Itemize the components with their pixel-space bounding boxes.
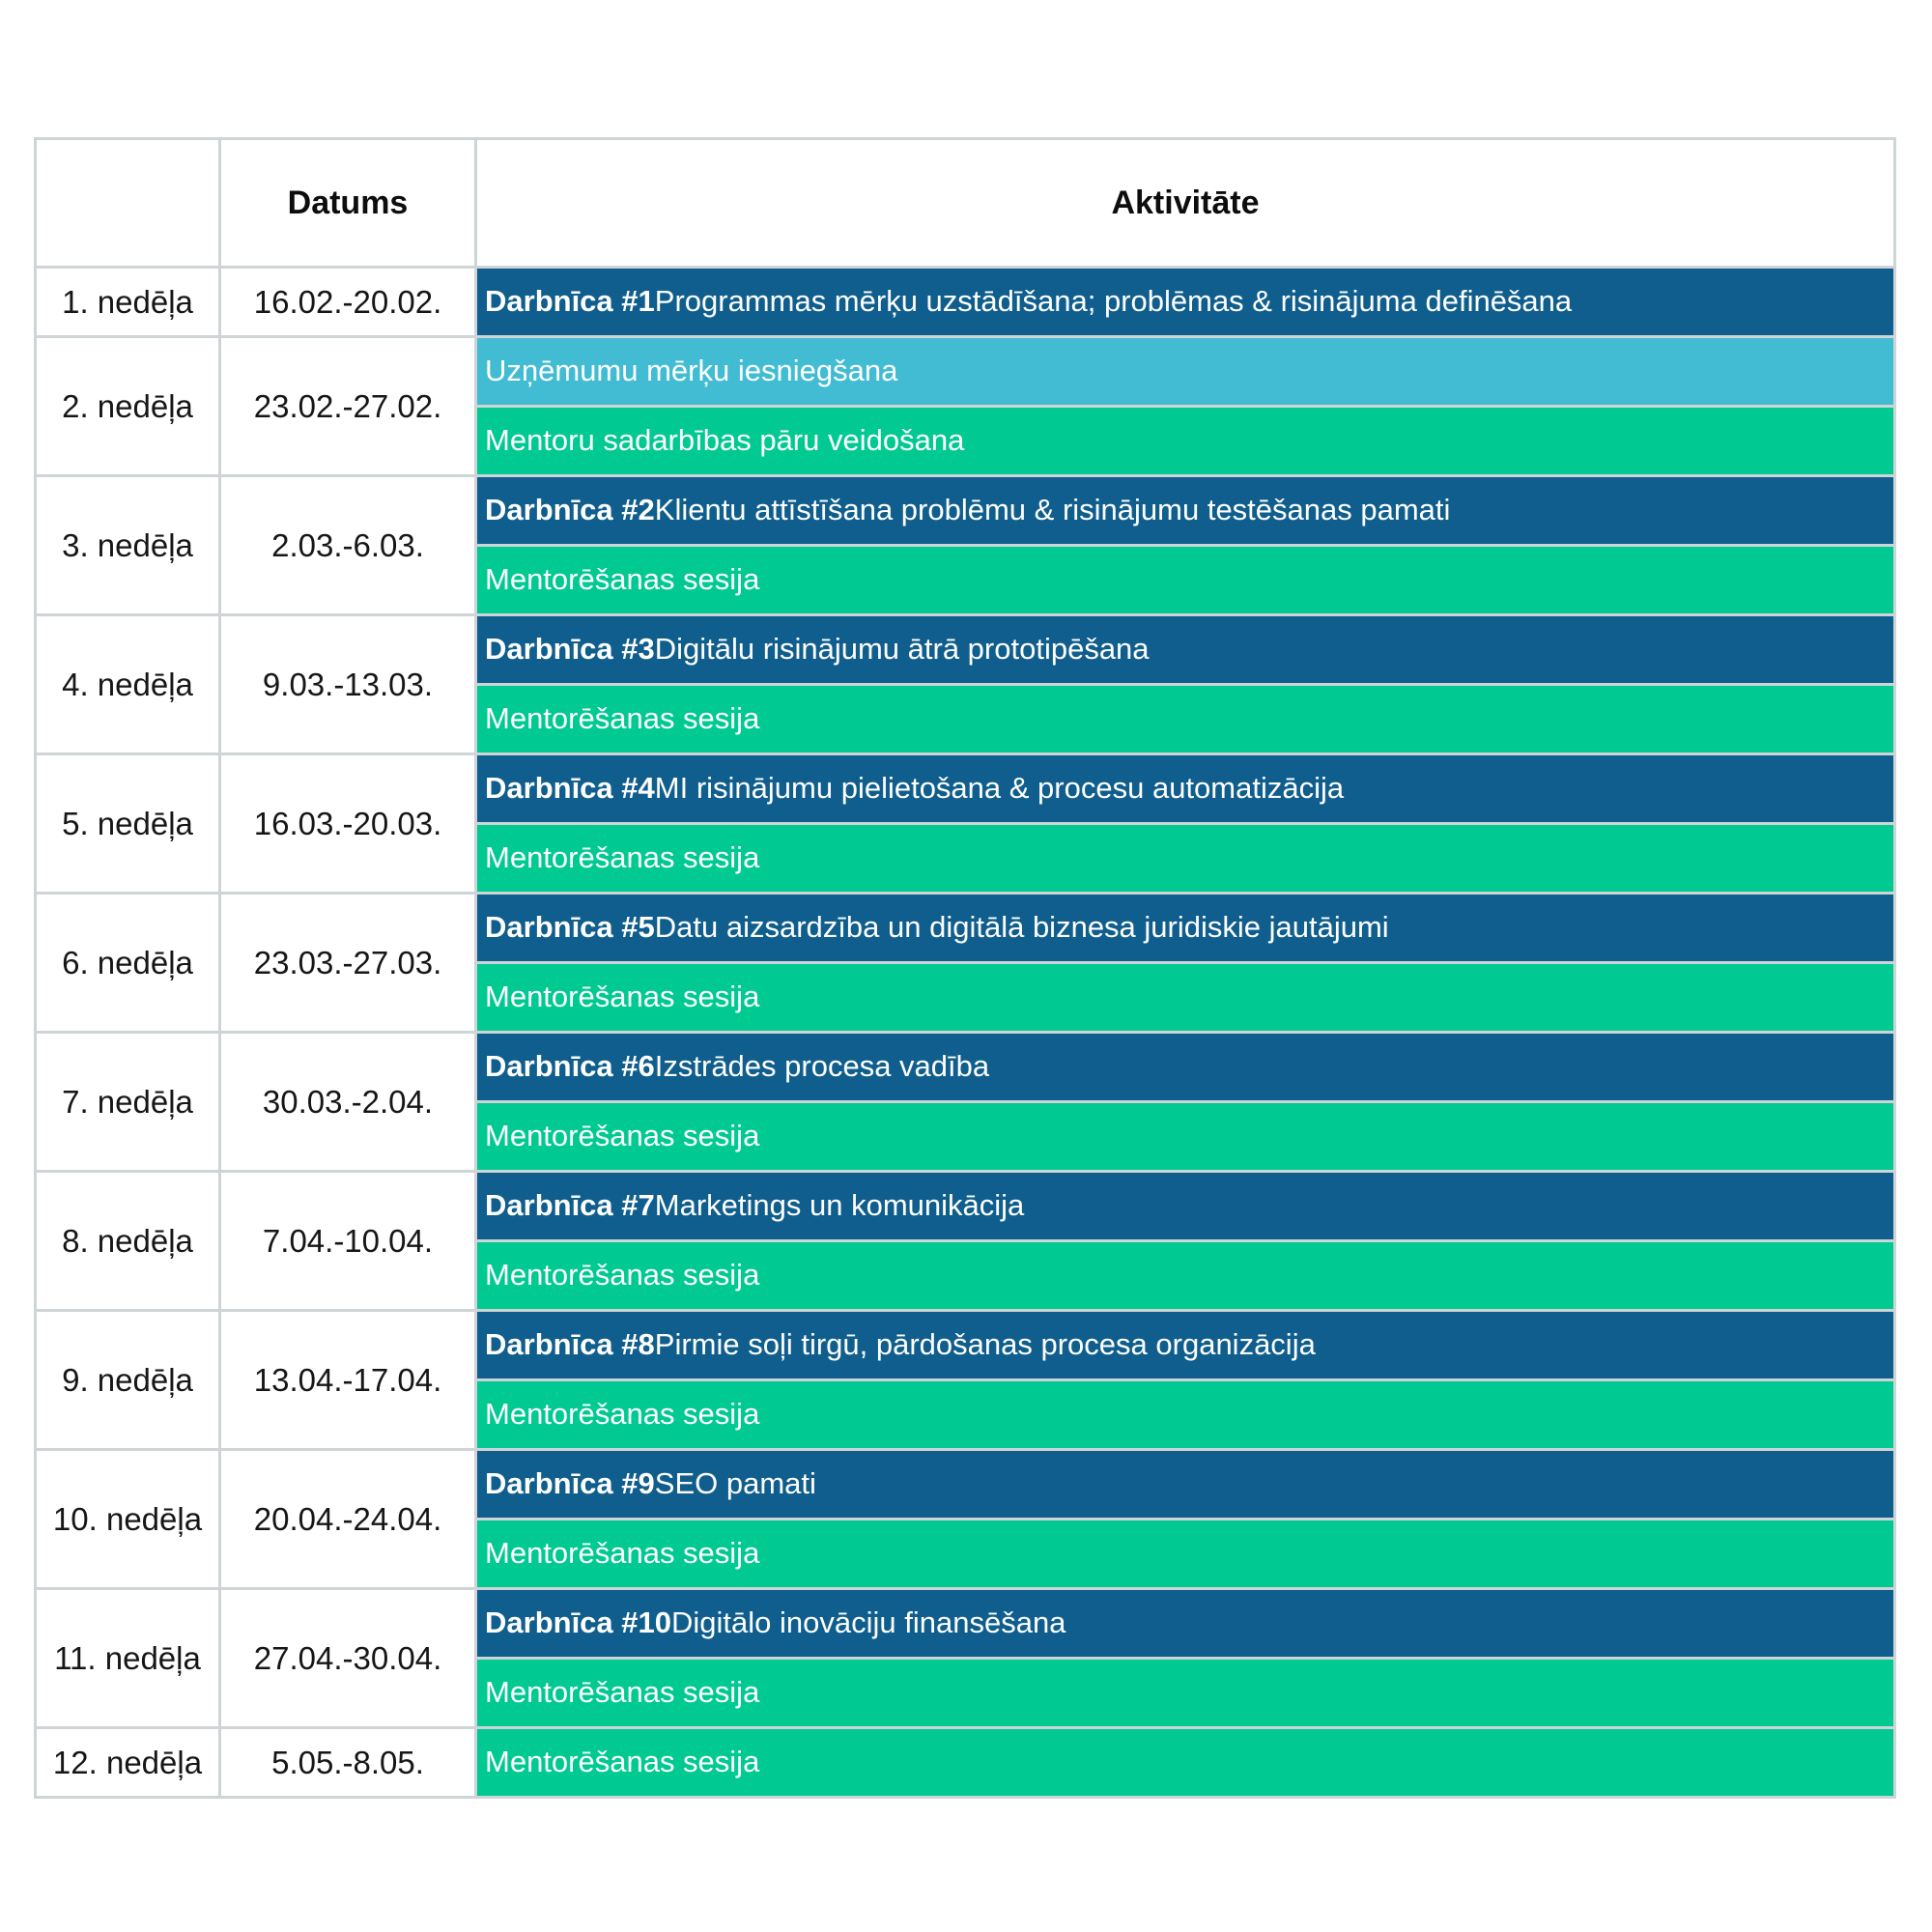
date-cell: 23.03.-27.03. — [221, 895, 474, 1031]
activity-bar-mentoring — [477, 1242, 1893, 1309]
activity-bar-workshop — [477, 895, 1893, 961]
header-row — [37, 140, 1893, 266]
activity-text: Digitālo inovāciju finansēšana — [671, 1605, 1066, 1640]
week-cell: 11. nedēļa — [37, 1590, 218, 1726]
activity-bar-workshop — [477, 269, 1893, 335]
activity-text: Mentorēšanas sesija — [485, 980, 760, 1014]
week-cell: 6. nedēļa — [37, 895, 218, 1031]
table-row — [37, 1451, 1893, 1587]
activity-cell — [477, 1173, 1893, 1309]
activity-cell — [477, 477, 1893, 613]
activity-cell — [477, 1590, 1893, 1726]
date-cell: 23.02.-27.02. — [221, 338, 474, 474]
activity-title: Darbnīca #9 — [485, 1466, 655, 1501]
activity-title: Darbnīca #10 — [485, 1605, 671, 1640]
table-row — [37, 477, 1893, 613]
activity-bar-mentoring — [477, 686, 1893, 753]
week-cell: 2. nedēļa — [37, 338, 218, 474]
activity-cell — [477, 269, 1893, 335]
table-row — [37, 1590, 1893, 1726]
week-cell: 9. nedēļa — [37, 1312, 218, 1448]
activity-text: Mentorēšanas sesija — [485, 1536, 760, 1571]
activity-title: Darbnīca #3 — [485, 632, 655, 667]
activity-text: Izstrādes procesa vadība — [654, 1049, 990, 1084]
activity-cell — [477, 1312, 1893, 1448]
activity-text: MI risinājumu pielietošana & procesu automatizācija — [654, 771, 1345, 806]
week-cell: 12. nedēļa — [37, 1729, 218, 1796]
activity-bar-mentoring — [477, 964, 1893, 1031]
activity-bar-workshop — [477, 477, 1893, 544]
date-cell: 13.04.-17.04. — [221, 1312, 474, 1448]
activity-title: Darbnīca #2 — [485, 493, 655, 527]
date-cell: 20.04.-24.04. — [221, 1451, 474, 1587]
activity-text: Marketings un komunikācija — [654, 1188, 1025, 1223]
activity-title: Darbnīca #8 — [485, 1327, 655, 1362]
activity-text: Digitālu risinājumu ātrā prototipēšana — [654, 632, 1150, 667]
activity-bar-workshop — [477, 616, 1893, 683]
table-row — [37, 1312, 1893, 1448]
activity-bar-workshop — [477, 1034, 1893, 1100]
activity-title: Darbnīca #5 — [485, 910, 655, 945]
week-cell: 7. nedēļa — [37, 1034, 218, 1170]
activity-bar-mentoring — [477, 1520, 1893, 1587]
activity-cell — [477, 338, 1893, 474]
week-cell: 5. nedēļa — [37, 755, 218, 892]
activity-bar-workshop — [477, 1312, 1893, 1378]
activity-bar-workshop — [477, 1451, 1893, 1518]
activity-text: Mentoru sadarbības pāru veidošana — [485, 423, 965, 458]
activity-text: Uzņēmumu mērķu iesniegšana — [485, 354, 898, 388]
table-row — [37, 269, 1893, 335]
week-cell: 10. nedēļa — [37, 1451, 218, 1587]
activity-text: Pirmie soļi tirgū, pārdošanas procesa organizācija — [654, 1327, 1316, 1362]
activity-cell — [477, 1451, 1893, 1587]
date-cell: 16.02.-20.02. — [221, 269, 474, 335]
activity-text: Mentorēšanas sesija — [485, 1675, 760, 1710]
table-row — [37, 1729, 1893, 1796]
activity-bar-mentoring — [477, 547, 1893, 613]
date-cell: 5.05.-8.05. — [221, 1729, 474, 1796]
activity-text: Mentorēšanas sesija — [485, 1258, 760, 1293]
date-cell: 7.04.-10.04. — [221, 1173, 474, 1309]
table-row — [37, 338, 1893, 474]
activity-text: Klientu attīstīšana problēmu & risinājumu testēšanas pamati — [654, 493, 1451, 527]
table-row — [37, 1034, 1893, 1170]
activity-bar-workshop — [477, 1590, 1893, 1657]
activity-text: Mentorēšanas sesija — [485, 701, 760, 736]
activity-title: Darbnīca #4 — [485, 771, 655, 806]
activity-text: Programmas mērķu uzstādīšana; problēmas & risinājuma definēšana — [654, 284, 1573, 319]
activity-cell — [477, 755, 1893, 892]
date-cell: 27.04.-30.04. — [221, 1590, 474, 1726]
table-row — [37, 616, 1893, 753]
activity-cell — [477, 1034, 1893, 1170]
week-cell: 8. nedēļa — [37, 1173, 218, 1309]
table-row — [37, 895, 1893, 1031]
table-row — [37, 1173, 1893, 1309]
table-row — [37, 755, 1893, 892]
activity-bar-mentoring — [477, 825, 1893, 892]
activity-text: Mentorēšanas sesija — [485, 1745, 760, 1779]
header-date: Datums — [221, 140, 474, 266]
activity-title: Darbnīca #7 — [485, 1188, 655, 1223]
activity-bar-workshop — [477, 755, 1893, 822]
activity-bar-mentoring — [477, 1660, 1893, 1726]
header-activity: Aktivitāte — [477, 140, 1893, 266]
date-cell: 9.03.-13.03. — [221, 616, 474, 753]
date-cell: 30.03.-2.04. — [221, 1034, 474, 1170]
week-cell: 4. nedēļa — [37, 616, 218, 753]
week-cell: 3. nedēļa — [37, 477, 218, 613]
schedule-table — [34, 137, 1896, 1799]
date-cell: 16.03.-20.03. — [221, 755, 474, 892]
activity-cell — [477, 616, 1893, 753]
activity-text: Datu aizsardzība un digitālā biznesa juridiskie jautājumi — [654, 910, 1389, 945]
date-cell: 2.03.-6.03. — [221, 477, 474, 613]
activity-bar-submission — [477, 338, 1893, 405]
activity-cell — [477, 895, 1893, 1031]
activity-bar-mentoring — [477, 1381, 1893, 1448]
week-cell: 1. nedēļa — [37, 269, 218, 335]
activity-bar-mentoring — [477, 408, 1893, 474]
activity-title: Darbnīca #6 — [485, 1049, 655, 1084]
activity-text: SEO pamati — [654, 1466, 816, 1501]
activity-text: Mentorēšanas sesija — [485, 562, 760, 597]
activity-title: Darbnīca #1 — [485, 284, 655, 319]
activity-bar-mentoring — [477, 1729, 1893, 1796]
activity-text: Mentorēšanas sesija — [485, 1119, 760, 1153]
header-week — [37, 140, 218, 266]
activity-bar-mentoring — [477, 1103, 1893, 1170]
activity-text: Mentorēšanas sesija — [485, 1397, 760, 1432]
activity-text: Mentorēšanas sesija — [485, 840, 760, 875]
activity-cell — [477, 1729, 1893, 1796]
activity-bar-workshop — [477, 1173, 1893, 1239]
